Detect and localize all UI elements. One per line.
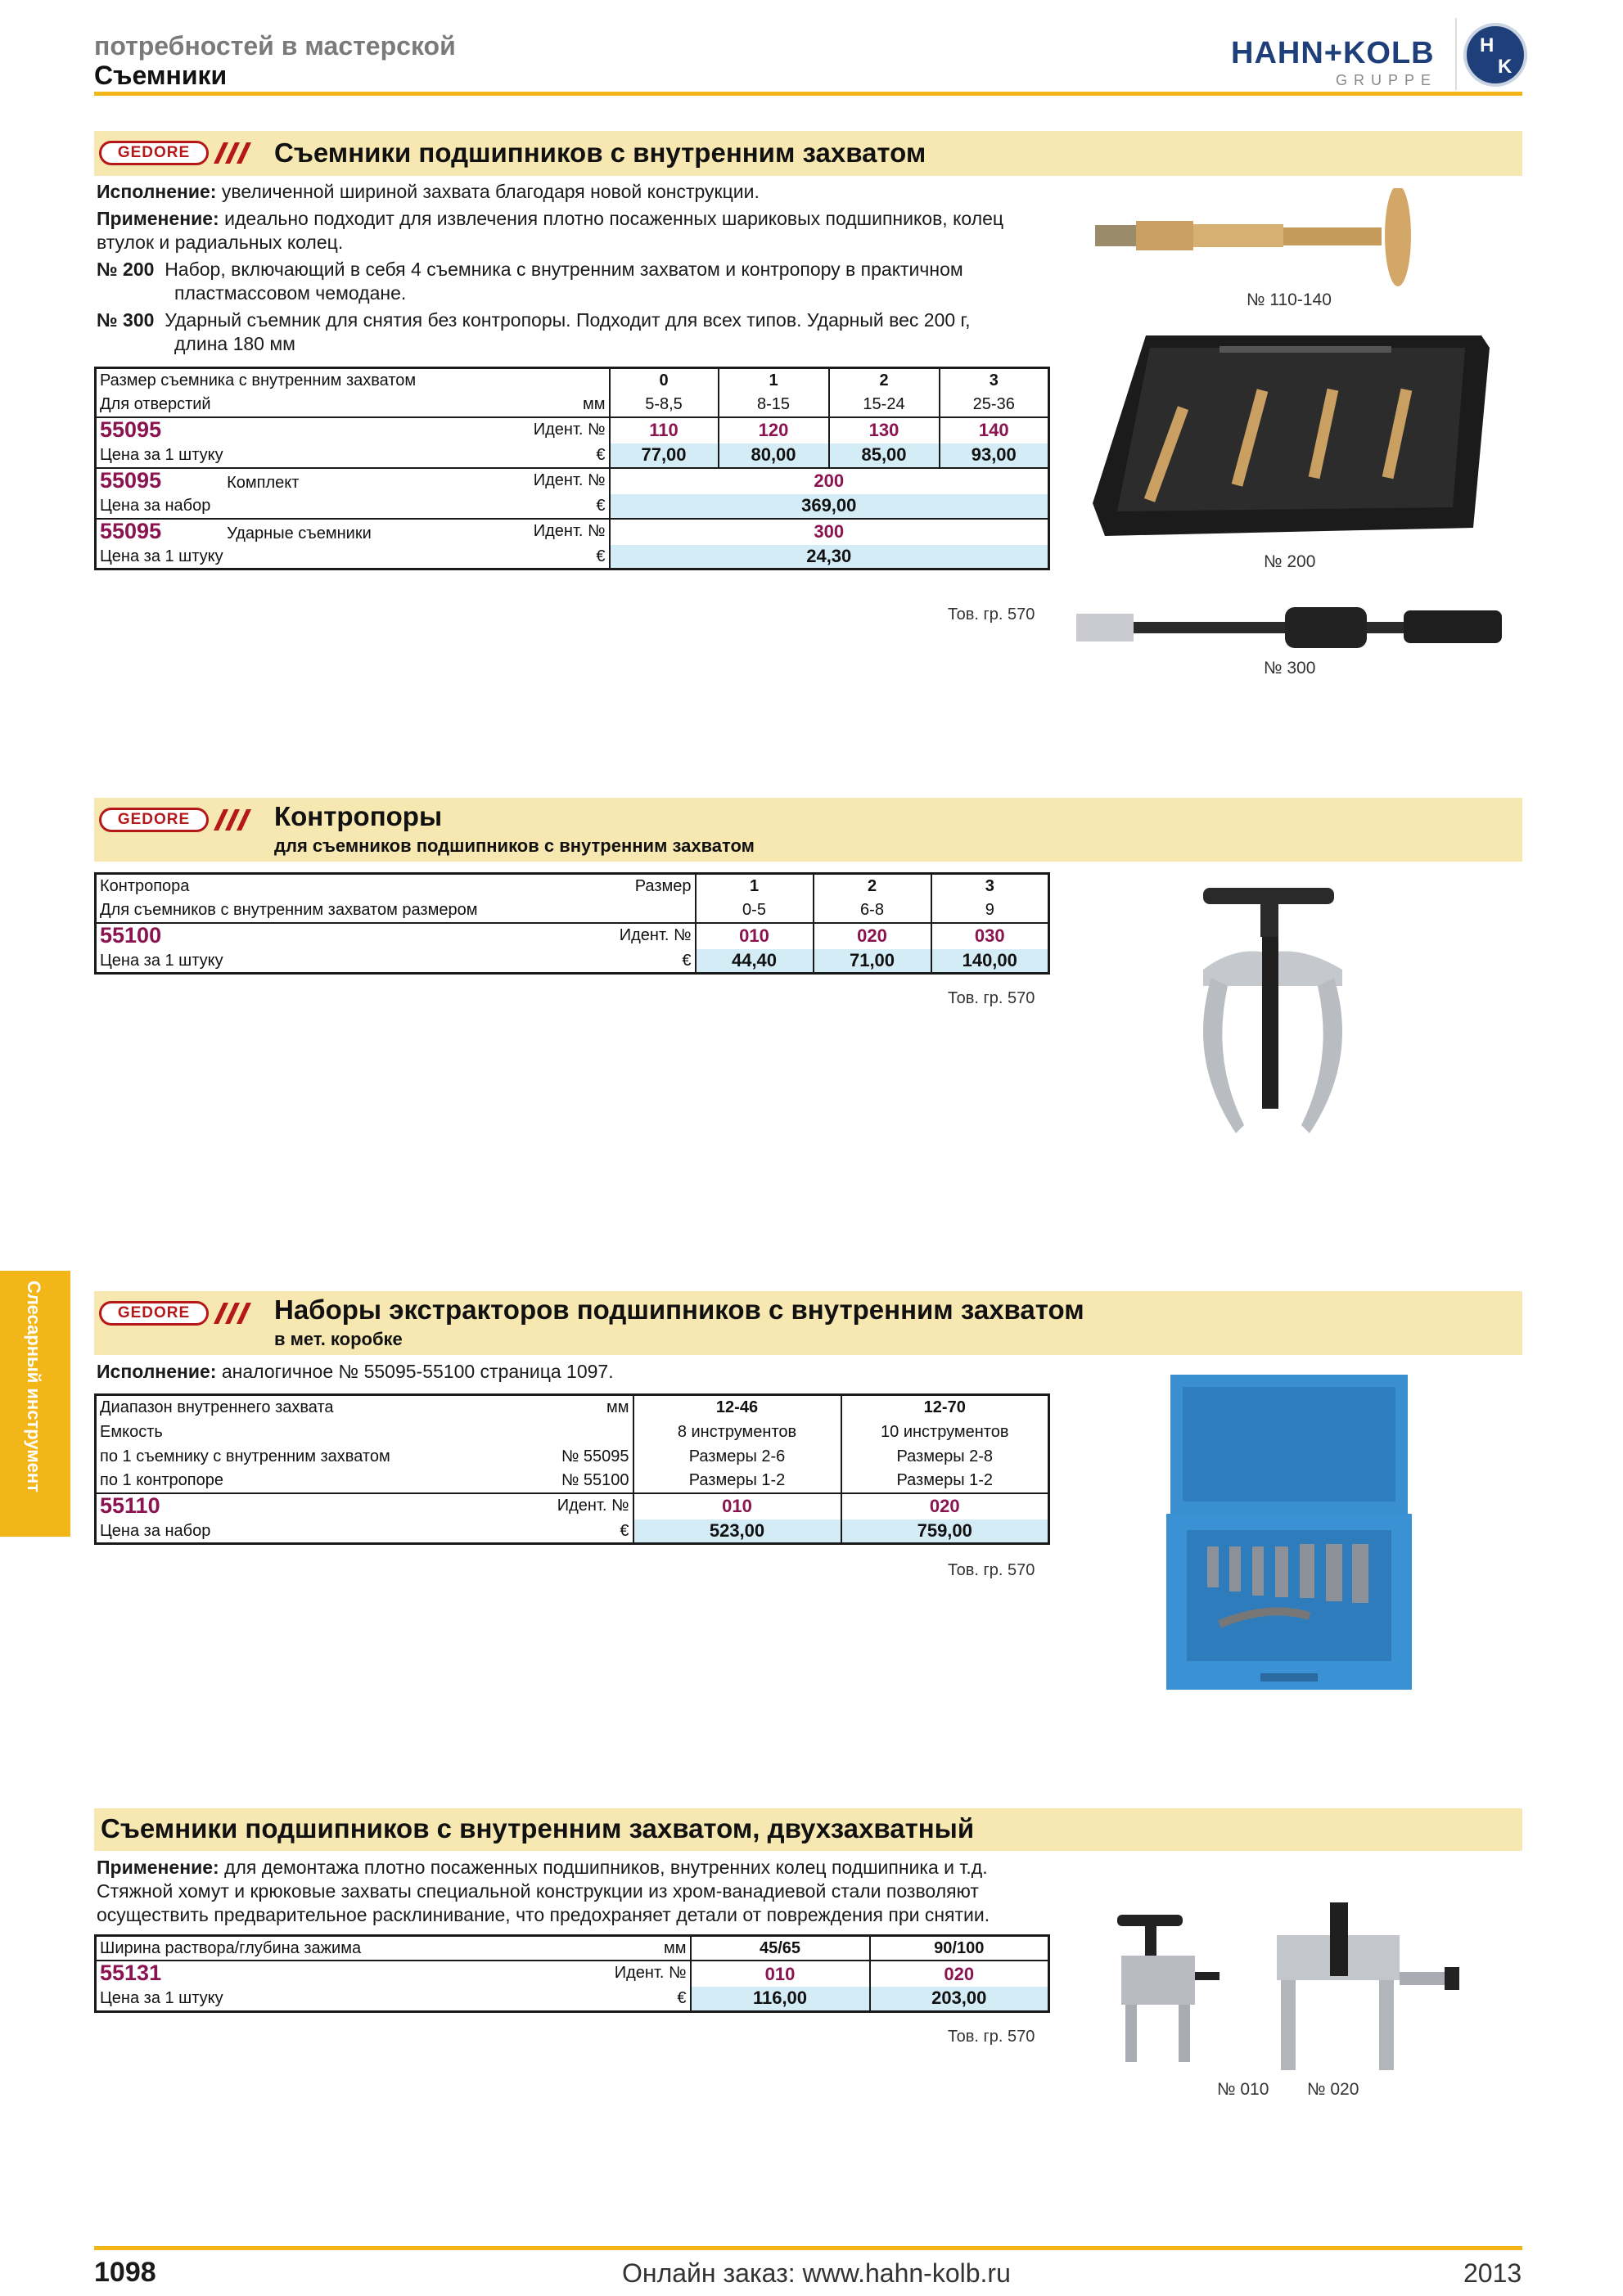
- section1-description: [97, 180, 1046, 356]
- caption-200: № 200: [1264, 552, 1316, 571]
- item200-text-cont: пластмассовом чемодане.: [174, 282, 407, 304]
- set-price: 369,00: [610, 494, 1049, 519]
- online-order-link[interactable]: Онлайн заказ: www.hahn-kolb.ru: [622, 2258, 1011, 2288]
- section3-title: Наборы экстракторов подшипников с внутренним захватом: [274, 1294, 1084, 1325]
- section3-description: [97, 1360, 614, 1384]
- case-200-image: [1089, 331, 1498, 544]
- range-3: 25-36: [940, 393, 1049, 417]
- size-1: 90/100: [870, 1936, 1049, 1961]
- price-0: 44,40: [696, 949, 814, 974]
- range-0: 5-8,5: [610, 393, 719, 417]
- price-0: 77,00: [610, 443, 719, 468]
- application-text: для демонтажа плотно посаженных подшипников, внутренних колец подшипника и т.д.: [224, 1857, 988, 1878]
- euro-sign: €: [596, 497, 606, 515]
- price-1: 759,00: [841, 1519, 1049, 1544]
- item300-text-cont: длина 180 мм: [174, 333, 295, 354]
- gedore-stripes-icon: [209, 1301, 255, 1326]
- section4-title: Съемники подшипников с внутренним захватом, двухзахватный: [101, 1813, 975, 1844]
- impact-price-label: Цена за 1 штуку: [100, 547, 223, 565]
- range-1: 12-70: [841, 1395, 1049, 1420]
- section1-product-group: Тов. гр. 570: [948, 606, 1035, 624]
- gedore-logo: [99, 1299, 263, 1327]
- execution-text: увеличенной шириной захвата благодаря новой конструкции.: [221, 181, 760, 202]
- ident-number: 55131: [100, 1961, 162, 1985]
- set-price-label: Цена за набор: [100, 497, 211, 515]
- code-030[interactable]: 030: [931, 923, 1049, 949]
- price-label: Цена за набор: [100, 1521, 211, 1540]
- code-020[interactable]: 020: [841, 1493, 1049, 1519]
- execution-label: Исполнение:: [97, 1361, 217, 1382]
- chapter-side-tab[interactable]: [0, 1271, 70, 1537]
- section2-table: [94, 872, 1050, 975]
- impact-puller-300-image: [1072, 589, 1506, 663]
- two-jaw-pullers-image: [1101, 1898, 1494, 2087]
- size-0: 45/65: [691, 1936, 870, 1961]
- page-number: 1098: [94, 2257, 156, 2288]
- set-ident-number: 55095: [100, 467, 162, 493]
- execution-text: аналогичное № 55095-55100 страница 1097.: [221, 1361, 614, 1382]
- hahn-kolb-logo: [1228, 16, 1531, 94]
- section3-band: [94, 1291, 1522, 1355]
- impact-name: Ударные съемники: [227, 524, 372, 542]
- page-title: Съемники: [94, 61, 228, 90]
- price-1: 80,00: [719, 443, 829, 468]
- support-sizes-0: Размеры 1-2: [633, 1469, 841, 1493]
- size-3: 3: [931, 874, 1049, 898]
- code-020[interactable]: 020: [814, 923, 931, 949]
- support-ref: № 55100: [561, 1471, 629, 1489]
- code-140[interactable]: 140: [940, 417, 1049, 443]
- caption-010: № 010: [1217, 2080, 1269, 2099]
- section4-band: [94, 1808, 1522, 1851]
- section2-subtitle: для съемников подшипников с внутренним захватом: [274, 835, 755, 856]
- section1-band: [94, 131, 1522, 176]
- ident-label: Идент. №: [533, 420, 606, 439]
- price-0: 116,00: [691, 1987, 870, 2011]
- size-unit: Размер: [634, 877, 692, 896]
- impact-ident-number: 55095: [100, 518, 162, 543]
- ident-label: Идент. №: [619, 925, 692, 944]
- width-row-label: Ширина раствора/глубина зажима: [100, 1939, 362, 1957]
- caption-020: № 020: [1307, 2080, 1359, 2099]
- gedore-logo: [99, 806, 263, 834]
- gedore-logo-text: GEDORE: [117, 811, 191, 828]
- section1-table: [94, 367, 1050, 570]
- price-2: 140,00: [931, 949, 1049, 974]
- euro-sign: €: [596, 547, 606, 565]
- application-label: Применение:: [97, 1857, 219, 1878]
- capacity-0: 8 инструментов: [633, 1420, 841, 1444]
- size-2: 2: [829, 368, 940, 393]
- price-3: 93,00: [940, 443, 1049, 468]
- size-2: 2: [814, 874, 931, 898]
- section2-band: [94, 798, 1522, 862]
- range-unit: мм: [606, 1398, 629, 1417]
- execution-label: Исполнение:: [97, 181, 217, 202]
- euro-sign: €: [596, 446, 606, 464]
- impact-code[interactable]: 300: [610, 519, 1049, 545]
- logo-sub: GRUPPE: [1336, 72, 1438, 88]
- application-text: идеально подходит для извлечения плотно посаженных шариковых подшипников, колец: [224, 208, 1004, 229]
- size-row-label: Размер съемника с внутренним захватом: [96, 368, 610, 393]
- caption-110-140: № 110-140: [1247, 290, 1332, 309]
- logo-emblem-icon: [1463, 23, 1527, 87]
- section3-product-group: Тов. гр. 570: [948, 1561, 1035, 1579]
- range-0: 12-46: [633, 1395, 841, 1420]
- item200-label: № 200: [97, 259, 155, 280]
- range-1: 8-15: [719, 393, 829, 417]
- ident-number: 55095: [100, 416, 162, 442]
- price-label: Цена за 1 штуку: [100, 951, 223, 970]
- ident-number: 55100: [100, 922, 162, 948]
- fits-row-label: Для съемников с внутренним захватом размером: [96, 898, 696, 923]
- size-1: 1: [696, 874, 814, 898]
- gedore-logo-text: GEDORE: [117, 144, 191, 161]
- gedore-logo: [99, 139, 263, 167]
- impact-price: 24,30: [610, 545, 1049, 569]
- logo-separator: [1455, 18, 1457, 90]
- range-0: 0-5: [696, 898, 814, 923]
- range-2: 9: [931, 898, 1049, 923]
- footer-divider: [94, 2246, 1522, 2250]
- ident-number: 55110: [100, 1492, 160, 1518]
- set-name: Комплект: [227, 473, 300, 492]
- gedore-stripes-icon: [209, 141, 255, 165]
- width-unit: мм: [664, 1939, 687, 1957]
- range-1: 6-8: [814, 898, 931, 923]
- item200-text: Набор, включающий в себя 4 съемника с внутренним захватом и контропору в практичном: [165, 259, 963, 280]
- puller-row-label: по 1 съемнику с внутренним захватом: [100, 1447, 390, 1465]
- code-010[interactable]: 010: [691, 1961, 870, 1987]
- set-code[interactable]: 200: [610, 468, 1049, 494]
- application-text-2: Стяжной хомут и крюковые захваты специальной конструкции из хром-ванадиевой стали позволяют: [97, 1880, 979, 1902]
- code-010[interactable]: 010: [633, 1493, 841, 1519]
- metal-case-image: [1162, 1371, 1416, 1694]
- section3-table: [94, 1393, 1050, 1545]
- size-1: 1: [719, 368, 829, 393]
- support-sizes-1: Размеры 1-2: [841, 1469, 1049, 1493]
- ident-label: Идент. №: [533, 521, 606, 540]
- code-010[interactable]: 010: [696, 923, 814, 949]
- puller-ref: № 55095: [561, 1447, 629, 1465]
- header-subtitle: потребностей в мастерской: [94, 31, 456, 61]
- price-label: Цена за 1 штуку: [100, 446, 223, 464]
- application-label: Применение:: [97, 208, 219, 229]
- euro-sign: €: [620, 1521, 629, 1540]
- item300-label: № 300: [97, 309, 155, 331]
- capacity-row-label: Емкость: [96, 1420, 633, 1444]
- price-2: 85,00: [829, 443, 940, 468]
- section2-title: Контропоры: [274, 801, 443, 831]
- price-1: 203,00: [870, 1987, 1049, 2011]
- section3-subtitle: в мет. коробке: [274, 1329, 403, 1349]
- section4-product-group: Тов. гр. 570: [948, 2028, 1035, 2046]
- euro-sign: €: [682, 951, 692, 970]
- counter-row-label: Контропора: [100, 877, 190, 896]
- section1-title: Съемники подшипников с внутренним захватом: [274, 137, 926, 168]
- bore-row-label: Для отверстий: [100, 395, 211, 413]
- gedore-stripes-icon: [209, 808, 255, 832]
- caption-300: № 300: [1264, 659, 1316, 678]
- code-020[interactable]: 020: [870, 1961, 1049, 1987]
- catalog-year: 2013: [1463, 2258, 1522, 2288]
- range-2: 15-24: [829, 393, 940, 417]
- puller-sizes-0: Размеры 2-6: [633, 1444, 841, 1469]
- size-3: 3: [940, 368, 1049, 393]
- code-110[interactable]: 110: [610, 417, 719, 443]
- logo-main: HAHN+KOLB: [1231, 36, 1435, 70]
- capacity-1: 10 инструментов: [841, 1420, 1049, 1444]
- puller-sizes-1: Размеры 2-8: [841, 1444, 1049, 1469]
- section2-product-group: Тов. гр. 570: [948, 989, 1035, 1007]
- logo-letter-k: K: [1498, 56, 1513, 78]
- application-text-cont: втулок и радиальных колец.: [97, 232, 344, 253]
- gedore-logo-text: GEDORE: [117, 1304, 191, 1321]
- price-label: Цена за 1 штуку: [100, 1989, 223, 2008]
- bore-unit: мм: [583, 395, 606, 413]
- support-row-label: по 1 контропоре: [100, 1471, 223, 1489]
- logo-letter-h: H: [1480, 34, 1495, 56]
- range-row-label: Диапазон внутреннего захвата: [100, 1398, 334, 1417]
- counter-support-image: [1179, 880, 1391, 1174]
- size-0: 0: [610, 368, 719, 393]
- chapter-side-tab-label: Слесарный инструмент: [24, 1281, 44, 1492]
- price-0: 523,00: [633, 1519, 841, 1544]
- euro-sign: €: [677, 1989, 687, 2008]
- code-120[interactable]: 120: [719, 417, 829, 443]
- ident-label: Идент. №: [614, 1964, 687, 1982]
- ident-label: Идент. №: [557, 1496, 629, 1515]
- code-130[interactable]: 130: [829, 417, 940, 443]
- item300-text: Ударный съемник для снятия без контропоры. Подходит для всех типов. Ударный вес 200 г,: [165, 309, 971, 331]
- application-text-3: осуществить предварительное расклинивание, что предохраняет детали от повреждения при снятии.: [97, 1904, 990, 1925]
- section4-table: [94, 1934, 1050, 2013]
- section4-description: [97, 1856, 1079, 1927]
- puller-110-140-image: [1089, 188, 1473, 295]
- price-1: 71,00: [814, 949, 931, 974]
- ident-label: Идент. №: [533, 470, 606, 489]
